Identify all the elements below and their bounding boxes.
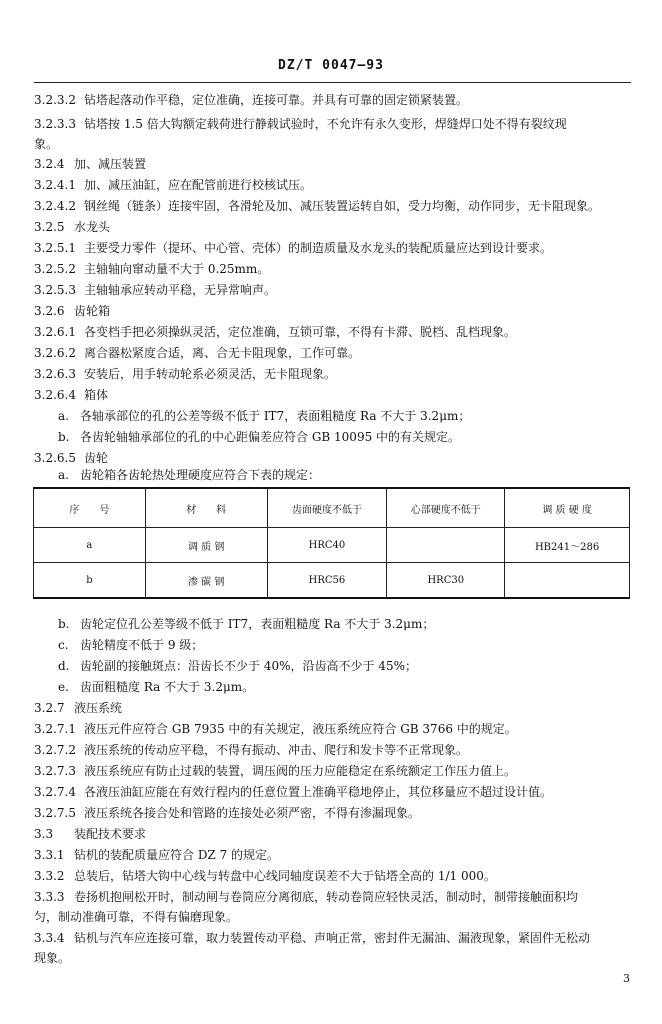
clause-line [34,261,634,278]
clause-line [34,930,634,947]
clause-continuation: 现象。 [34,951,71,965]
table-header-cell: 调 质 硬 度 [505,488,630,528]
clause-text: 水龙头 [74,220,111,234]
clause-number: 3.3.3 [34,890,65,904]
clause-number: 3.2.7.1 [34,722,76,736]
clause-line [34,366,634,383]
table-header-cell: 序 号 [34,488,146,528]
table-header-cell: 齿面硬度不低于 [267,488,387,528]
table-cell: b [34,563,146,599]
clause-line [34,889,634,906]
clause-number: 3.2.6.2 [34,346,76,360]
table-row [34,528,630,563]
section-heading [34,303,634,320]
clause-line [34,784,634,801]
list-item [58,408,470,425]
clause-number: 3.3.1 [34,848,65,862]
table-cell: a [34,528,146,563]
list-marker: c. [58,638,69,652]
section-heading [34,219,634,236]
clause-text: 液压系统各接合处和管路的连接处必须严密，不得有渗漏现象。 [84,806,421,820]
clause-number: 3.2.6.1 [34,325,76,339]
clause-text: 装配技术要求 [74,827,147,841]
standard-code-header: DZ/T 0047—93 [278,58,384,73]
clause-text: 钻机与汽车应连接可靠，取力装置传动平稳、声响正常，密封件无漏油、漏液现象，紧固件无松动 [74,931,591,945]
clause-line [34,92,634,109]
clause-text: 加、减压装置 [74,157,147,171]
list-marker: d. [58,659,70,673]
clause-line [34,450,634,467]
header-rule [34,82,631,83]
page-number: 3 [623,972,630,985]
clause-line [34,742,634,759]
clause-text: 钻塔起落动作平稳，定位准确，连接可靠。并具有可靠的固定锁紧装置。 [84,93,469,107]
clause-line [34,721,634,738]
clause-text: 液压系统的传动应平稳，不得有振动、冲击、爬行和发卡等不正常现象。 [84,743,469,757]
table-cell [387,528,505,563]
table-cell: 调 质 钢 [145,528,267,563]
list-text: 各齿轮轴轴承部位的孔的中心距偏差应符合 GB 10095 中的有关规定。 [80,430,461,444]
clause-text: 液压系统 [74,701,123,715]
list-marker: b. [58,617,70,631]
clause-line [34,198,634,215]
clause-number: 3.2.4.2 [34,199,76,213]
clause-number: 3.2.6 [34,304,65,318]
list-text: 各轴承部位的孔的公差等级不低于 IT7，表面粗糙度 Ra 不大于 3.2μm； [80,409,471,423]
clause-number: 3.2.6.4 [34,388,76,402]
list-text: 齿轮精度不低于 9 级； [80,638,204,652]
hardness-table [33,487,630,599]
list-marker: a. [58,468,69,482]
clause-text: 液压系统应有防止过载的装置，调压阀的压力应能稳定在系统额定工作压力值上。 [84,764,517,778]
section-heading [34,700,634,717]
clause-text: 离合器松紧度合适，离、合无卡阻现象，工作可靠。 [84,346,361,360]
clause-text: 卷扬机抱闸松开时，制动闸与卷筒应分离彻底，转动卷筒应轻快灵活，制动时，制带接触面积均 [74,890,579,904]
clause-line [34,116,634,133]
clause-text: 各变档手把必须操纵灵活，定位准确，互锁可靠，不得有卡滞、脱档、乱档现象。 [84,325,517,339]
list-item [58,679,254,696]
clause-line [34,240,634,257]
clause-number: 3.2.5.1 [34,241,76,255]
clause-number: 3.2.5.3 [34,283,76,297]
clause-text: 主要受力零件（提环、中心管、壳体）的制造质量及水龙头的装配质量应达到设计要求。 [84,241,553,255]
list-marker: e. [58,680,69,694]
table-cell [505,563,630,599]
clause-line [34,805,634,822]
clause-text: 液压元件应符合 GB 7935 中的有关规定，液压系统应符合 GB 3766 中的规定。 [84,722,517,736]
clause-number: 3.2.4.1 [34,178,76,192]
clause-text: 钢丝绳（链条）连接牢固，各滑轮及加、减压装置运转自如，受力均衡，动作同步，无卡阻现象。 [84,199,601,213]
clause-number: 3.2.7.3 [34,764,76,778]
section-heading [34,156,634,173]
table-cell: HRC56 [267,563,387,599]
clause-line [34,324,634,341]
clause-text: 各液压油缸应能在有效行程内的任意位置上准确平稳地停止，其位移量应不超过设计值。 [84,785,553,799]
clause-line [34,763,634,780]
clause-continuation: 象。 [34,137,59,151]
clause-number: 3.2.3.2 [34,93,76,107]
list-text: 齿轮定位孔公差等级不低于 IT7，表面粗糙度 Ra 不大于 3.2μm； [80,617,435,631]
clause-line [34,177,634,194]
clause-line [34,345,634,362]
table-header-cell: 材 料 [145,488,267,528]
clause-text: 钻机的装配质量应符合 DZ 7 的规定。 [74,848,280,862]
clause-number: 3.3 [34,827,54,841]
clause-text: 加、减压油缸，应在配管前进行校核试压。 [84,178,313,192]
clause-text: 主轴轴承应转动平稳，无异常响声。 [84,283,277,297]
clause-number: 3.2.6.5 [34,451,76,465]
clause-number: 3.2.5.2 [34,262,76,276]
table-cell: HRC40 [267,528,387,563]
clause-line [34,282,634,299]
clause-number: 3.2.4 [34,157,65,171]
clause-text: 钻塔按 1.5 倍大钩额定载荷进行静载试验时，不允许有永久变形，焊缝焊口处不得有裂纹现 [84,117,567,131]
clause-number: 3.2.7.5 [34,806,76,820]
clause-line [34,387,634,404]
table-header-row [34,488,630,528]
list-marker: a. [58,409,69,423]
clause-number: 3.2.7 [34,701,65,715]
clause-number: 3.2.3.3 [34,117,76,131]
clause-text: 齿轮 [84,451,109,465]
list-text: 齿轮副的接触斑点：沿齿长不少于 40%，沿齿高不少于 45%； [80,659,417,673]
table-cell: HRC30 [387,563,505,599]
clause-number: 3.3.2 [34,869,65,883]
clause-text: 箱体 [84,388,109,402]
clause-text: 总装后，钻塔大钩中心线与转盘中心线同轴度误差不大于钻塔全高的 1/1 000。 [74,869,496,883]
clause-number: 3.2.7.2 [34,743,76,757]
clause-line [34,847,634,864]
table-header-cell: 心部硬度不低于 [387,488,505,528]
table-row [34,563,630,599]
clause-continuation: 匀，制动准确可靠，不得有偏磨现象。 [34,910,239,924]
list-text: 齿面粗糙度 Ra 不大于 3.2μm。 [80,680,255,694]
clause-text: 安装后，用手转动轮系必须灵活，无卡阻现象。 [84,367,337,381]
table-cell: 渗 碳 钢 [145,563,267,599]
clause-number: 3.2.5 [34,220,65,234]
clause-line [34,868,634,885]
section-heading [34,826,634,843]
table-cell: HB241～286 [505,528,630,563]
list-item [58,616,434,633]
list-text: 齿轮箱各齿轮热处理硬度应符合下表的规定： [80,468,321,482]
clause-text: 齿轮箱 [74,304,111,318]
clause-number: 3.2.7.4 [34,785,76,799]
list-item [58,637,203,654]
clause-number: 3.3.4 [34,931,65,945]
list-marker: b. [58,430,70,444]
list-item [58,429,460,446]
clause-number: 3.2.6.3 [34,367,76,381]
list-item [58,467,320,484]
list-item [58,658,417,675]
clause-text: 主轴轴向窜动量不大于 0.25mm。 [84,262,270,276]
